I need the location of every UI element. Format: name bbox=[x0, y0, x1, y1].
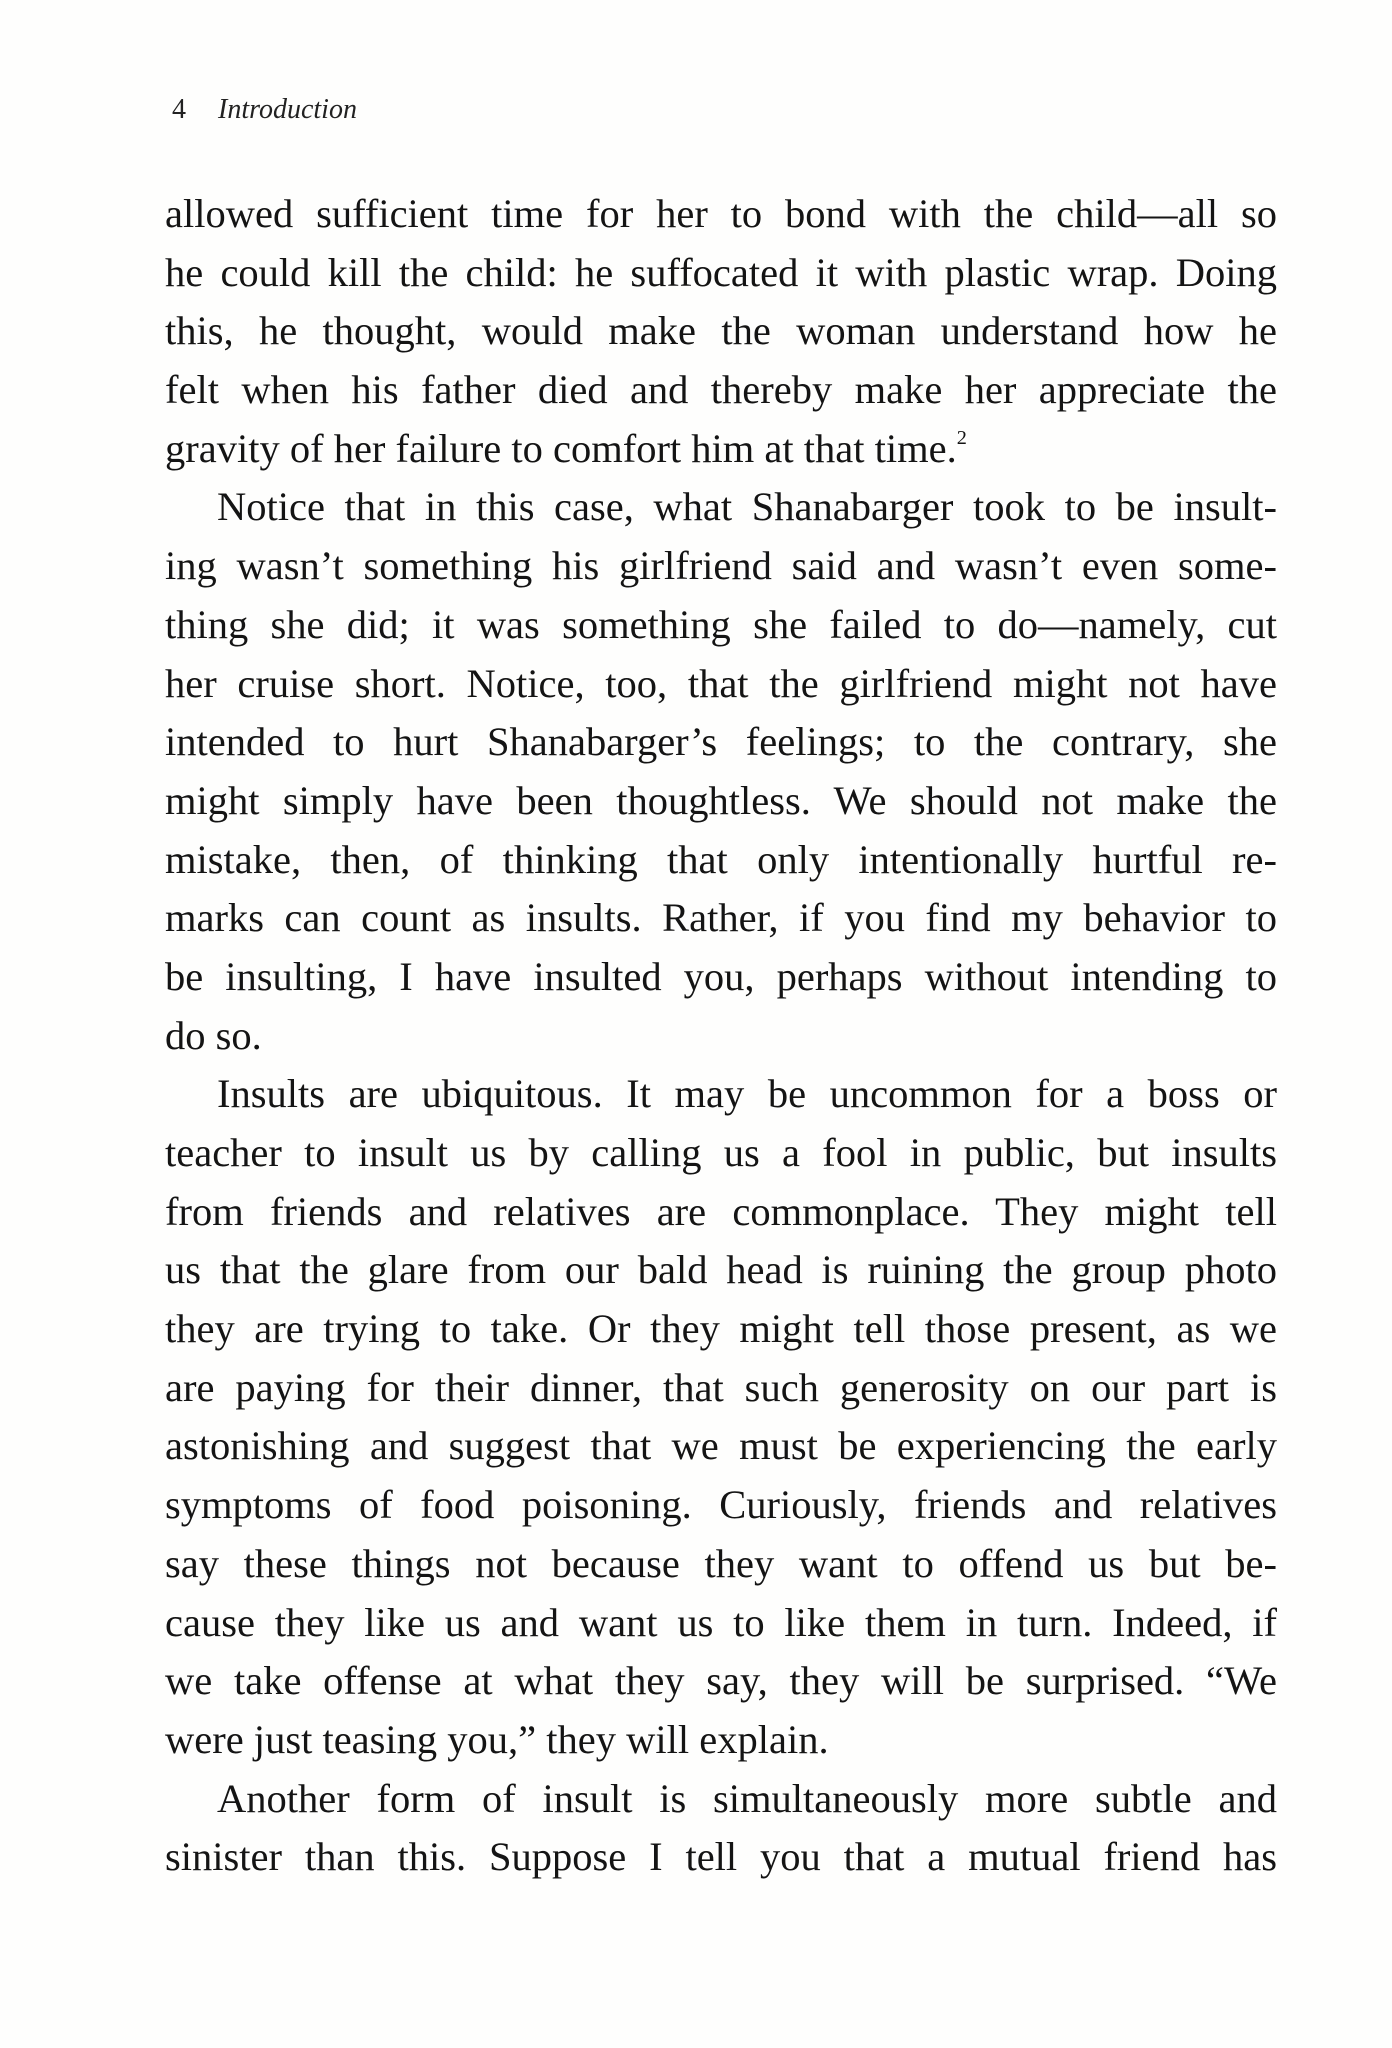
text-line: Another form of insult is simultaneously more subtle and bbox=[217, 1775, 1277, 1821]
text-line: do so. bbox=[165, 1012, 262, 1058]
text-line: say these things not because they want to offend us but be- bbox=[165, 1540, 1277, 1586]
text-line: astonishing and suggest that we must be experiencing the early bbox=[165, 1423, 1277, 1469]
text-line: mistake, then, of thinking that only intentionally hurtful re- bbox=[165, 836, 1277, 882]
text-line: allowed sufficient time for her to bond with the child—all so bbox=[165, 191, 1277, 236]
text-line: marks can count as insults. Rather, if you find my behavior to bbox=[165, 895, 1277, 941]
text-line: her cruise short. Notice, too, that the girlfriend might not have bbox=[165, 660, 1277, 706]
text-line: Notice that in this case, what Shanabarger took to be insult- bbox=[217, 484, 1277, 530]
paragraph bbox=[165, 185, 1277, 478]
footnote-reference: 2 bbox=[956, 426, 967, 449]
text-line: he could kill the child: he suffocated it with plastic wrap. Doing bbox=[165, 249, 1277, 295]
running-head bbox=[172, 92, 357, 128]
text-line: symptoms of food poisoning. Curiously, friends and relatives bbox=[165, 1482, 1277, 1528]
text-line: be insulting, I have insulted you, perhaps without intending to bbox=[165, 953, 1277, 999]
paragraph bbox=[165, 1065, 1277, 1769]
text-line: us that the glare from our bald head is ruining the group photo bbox=[165, 1247, 1277, 1293]
text-line: they are trying to take. Or they might tell those present, as we bbox=[165, 1306, 1277, 1352]
text-line: we take offense at what they say, they will be surprised. “We bbox=[165, 1658, 1277, 1704]
text-line: teacher to insult us by calling us a fool in public, but insults bbox=[165, 1130, 1277, 1175]
text-line: cause they like us and want us to like them in turn. Indeed, if bbox=[165, 1599, 1277, 1645]
paragraph bbox=[165, 1770, 1277, 1887]
text-line: might simply have been thoughtless. We should not make the bbox=[165, 777, 1277, 823]
text-line: Insults are ubiquitous. It may be uncommon for a boss or bbox=[217, 1071, 1277, 1117]
text-line: are paying for their dinner, that such generosity on our part is bbox=[165, 1364, 1277, 1410]
text-line: intended to hurt Shanabarger’s feelings; to the contrary, she bbox=[165, 719, 1277, 765]
text-line: were just teasing you,” they will explain. bbox=[165, 1716, 829, 1762]
text-line-content: gravity of her failure to comfort him at that time. bbox=[165, 425, 957, 471]
section-title: Introduction bbox=[218, 94, 357, 125]
body-text bbox=[165, 185, 1277, 1887]
text-line: ing wasn’t something his girlfriend said and wasn’t even some- bbox=[165, 543, 1277, 589]
paragraph bbox=[165, 478, 1277, 1065]
text-line: from friends and relatives are commonplace. They might tell bbox=[165, 1188, 1277, 1234]
text-line: thing she did; it was something she failed to do—namely, cut bbox=[165, 601, 1277, 647]
page-number: 4 bbox=[172, 94, 186, 125]
text-line: felt when his father died and thereby make her appreciate the bbox=[165, 367, 1277, 413]
text-line: this, he thought, would make the woman understand how he bbox=[165, 308, 1277, 354]
text-line: sinister than this. Suppose I tell you that a mutual friend has bbox=[165, 1834, 1277, 1880]
text-line bbox=[165, 420, 1277, 479]
